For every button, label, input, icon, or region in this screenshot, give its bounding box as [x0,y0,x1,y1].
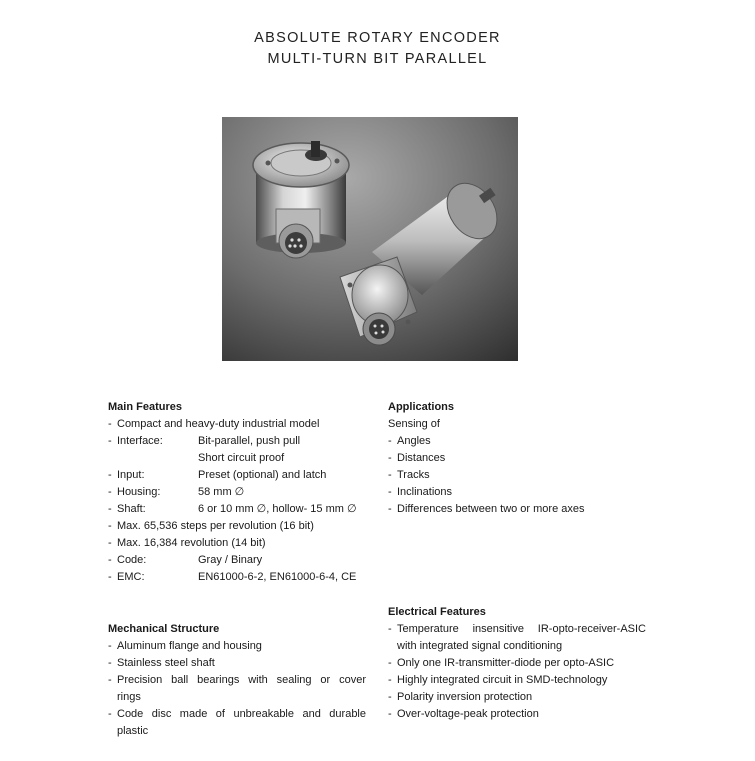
applications-intro: Sensing of [388,418,440,430]
list-item: - Differences between two or more axes [388,503,585,515]
list-item: - Precision ball bearings with sealing or cover [108,674,366,686]
list-item: - Polarity inversion protection [388,691,533,703]
feature-label: Interface: [117,435,163,447]
mechanical-structure-section [108,621,366,740]
list-item: - Compact and heavy-duty industrial model [108,416,366,433]
feature-label: Input: [117,469,145,481]
list-item-continuation: plastic [117,725,149,737]
list-item: - Interface: Bit-parallel, push pull [108,433,366,450]
list-item: - Aluminum flange and housing [108,640,262,652]
feature-label: Housing: [117,486,161,498]
feature-value: Gray / Binary [198,554,263,566]
product-photo [222,117,518,361]
main-features-section [108,399,366,586]
list-item: - Stainless steel shaft [108,657,215,669]
list-item: - Max. 65,536 steps per revolution (16 bit) [108,518,366,535]
list-item: - EMC: EN61000-6-2, EN61000-6-4, CE [108,569,366,586]
list-item [108,450,366,467]
mechanical-structure-heading: Mechanical Structure [108,623,220,635]
list-item: - Code disc made of unbreakable and durable [108,708,366,720]
document-subtitle: MULTI-TURN BIT PARALLEL [267,51,488,67]
list-item: - Inclinations [388,486,453,498]
list-item: - Only one IR-transmitter-diode per opto-ASIC [388,657,615,669]
list-item: - Over-voltage-peak protection [388,708,539,720]
list-item: - Max. 16,384 revolution (14 bit) [108,535,366,552]
list-item: - Code: Gray / Binary [108,552,366,569]
main-features-heading: Main Features [108,401,182,413]
list-item-continuation: with integrated signal conditioning [397,640,563,652]
feature-value: 6 or 10 mm ∅, hollow- 15 mm ∅ [198,503,357,515]
applications-section [388,399,646,518]
encoder-left [253,141,349,258]
feature-value: Bit-parallel, push pull [198,435,301,447]
list-item: - Tracks [388,469,430,481]
feature-label: Code: [117,554,147,566]
list-item: - Distances [388,452,446,464]
list-item: - Shaft: 6 or 10 mm ∅, hollow- 15 mm ∅ [108,501,366,518]
applications-heading: Applications [388,401,455,413]
list-item: - Housing: 58 mm ∅ [108,484,366,501]
feature-label: EMC: [117,571,145,583]
list-item: - Highly integrated circuit in SMD-technology [388,674,608,686]
feature-text: Max. 65,536 steps per revolution (16 bit) [117,520,314,532]
list-item-continuation: rings [117,691,141,703]
list-item: - Temperature insensitive IR-opto-receiver-ASIC [388,623,646,635]
list-item: - Input: Preset (optional) and latch [108,467,366,484]
feature-value: 58 mm ∅ [198,486,245,498]
document-title: ABSOLUTE ROTARY ENCODER [254,30,501,46]
feature-text: Compact and heavy-duty industrial model [117,418,320,430]
feature-text: Max. 16,384 revolution (14 bit) [117,537,266,549]
electrical-features-heading: Electrical Features [388,606,486,618]
feature-value: Preset (optional) and latch [198,469,327,481]
feature-value: EN61000-6-2, EN61000-6-4, CE [198,571,357,583]
electrical-features-section [388,604,646,723]
list-item: - Angles [388,435,431,447]
feature-value: Short circuit proof [198,452,285,464]
feature-label: Shaft: [117,503,146,515]
